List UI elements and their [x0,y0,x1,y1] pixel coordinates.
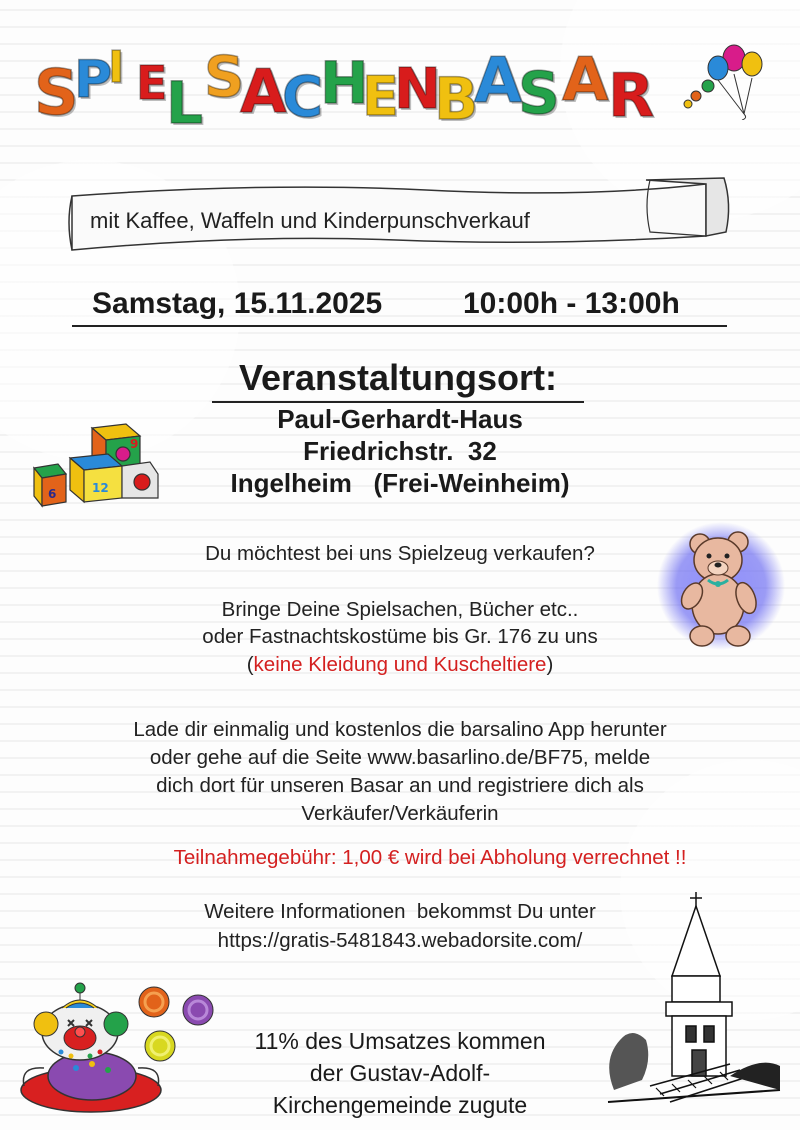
sell-line-1: Bringe Deine Spielsachen, Bücher etc.. [221,598,579,621]
closing-line-1: 11% des Umsatzes kommen [254,1028,546,1054]
title-letter: E [136,56,168,110]
balloons-icon [682,40,772,120]
title-letter: I [108,42,125,93]
poster-title [34,40,674,140]
banner-text: mit Kaffee, Waffeln und Kinderpunschverkauf [90,208,530,233]
block-number: 9 [130,437,139,451]
paren-close: ) [546,653,554,676]
closing-line-2: der Gustav-Adolf- [309,1060,491,1086]
title-letter: S [204,45,245,110]
block-number: 6 [48,487,57,501]
register-line-1: Lade dir einmalig und kostenlos die barsalino App herunter [133,718,667,741]
info-line-2: https://gratis-5481843.webadorsite.com/ [217,929,583,952]
title-letter: H [320,49,369,117]
venue-city: Ingelheim (Frei-Weinheim) [230,468,570,498]
title-letter: L [166,69,203,137]
title-letter: B [434,65,479,133]
register-line-3: dich dort für unseren Basar an und registriere dich als [156,774,644,797]
event-time: 10:00h - 13:00h [463,287,680,320]
sell-exclusion-line [40,653,760,677]
title-letter: N [394,57,441,122]
fee-notice: Teilnahmegebühr: 1,00 € wird bei Abholung verrechnet !! [173,846,687,869]
block-number: 12 [92,481,109,495]
title-letter: R [608,61,655,131]
event-date: Samstag, 15.11.2025 [92,287,383,320]
register-line-2: oder gehe auf die Seite www.basarlino.de/BF75, melde [149,746,651,769]
title-letter: P [74,50,113,110]
info-line-1: Weitere Informationen bekommst Du unter [204,900,596,923]
title-letter: C [282,65,324,130]
closing-line-3: Kirchengemeinde zugute [272,1092,528,1118]
sell-exclusion: keine Kleidung und Kuscheltiere [253,653,547,676]
title-letter: A [562,45,609,115]
title-letter: S [34,56,79,129]
sell-line-2: oder Fastnachtskostüme bis Gr. 176 zu uns [202,625,598,648]
register-line-4: Verkäufer/Verkäuferin [301,802,499,825]
sell-question: Du möchtest bei uns Spielzeug verkaufen? [205,542,595,565]
title-letter: S [518,59,560,127]
venue-name: Paul-Gerhardt-Haus [277,404,523,434]
paren-open: ( [246,653,254,676]
venue-street: Friedrichstr. 32 [303,436,497,466]
church-icon [600,890,790,1120]
title-letter: A [474,44,522,117]
title-letter: A [240,57,287,127]
venue-heading: Veranstaltungsort: [212,357,584,403]
toy-blocks-icon [30,418,160,510]
title-letter: E [362,65,399,128]
